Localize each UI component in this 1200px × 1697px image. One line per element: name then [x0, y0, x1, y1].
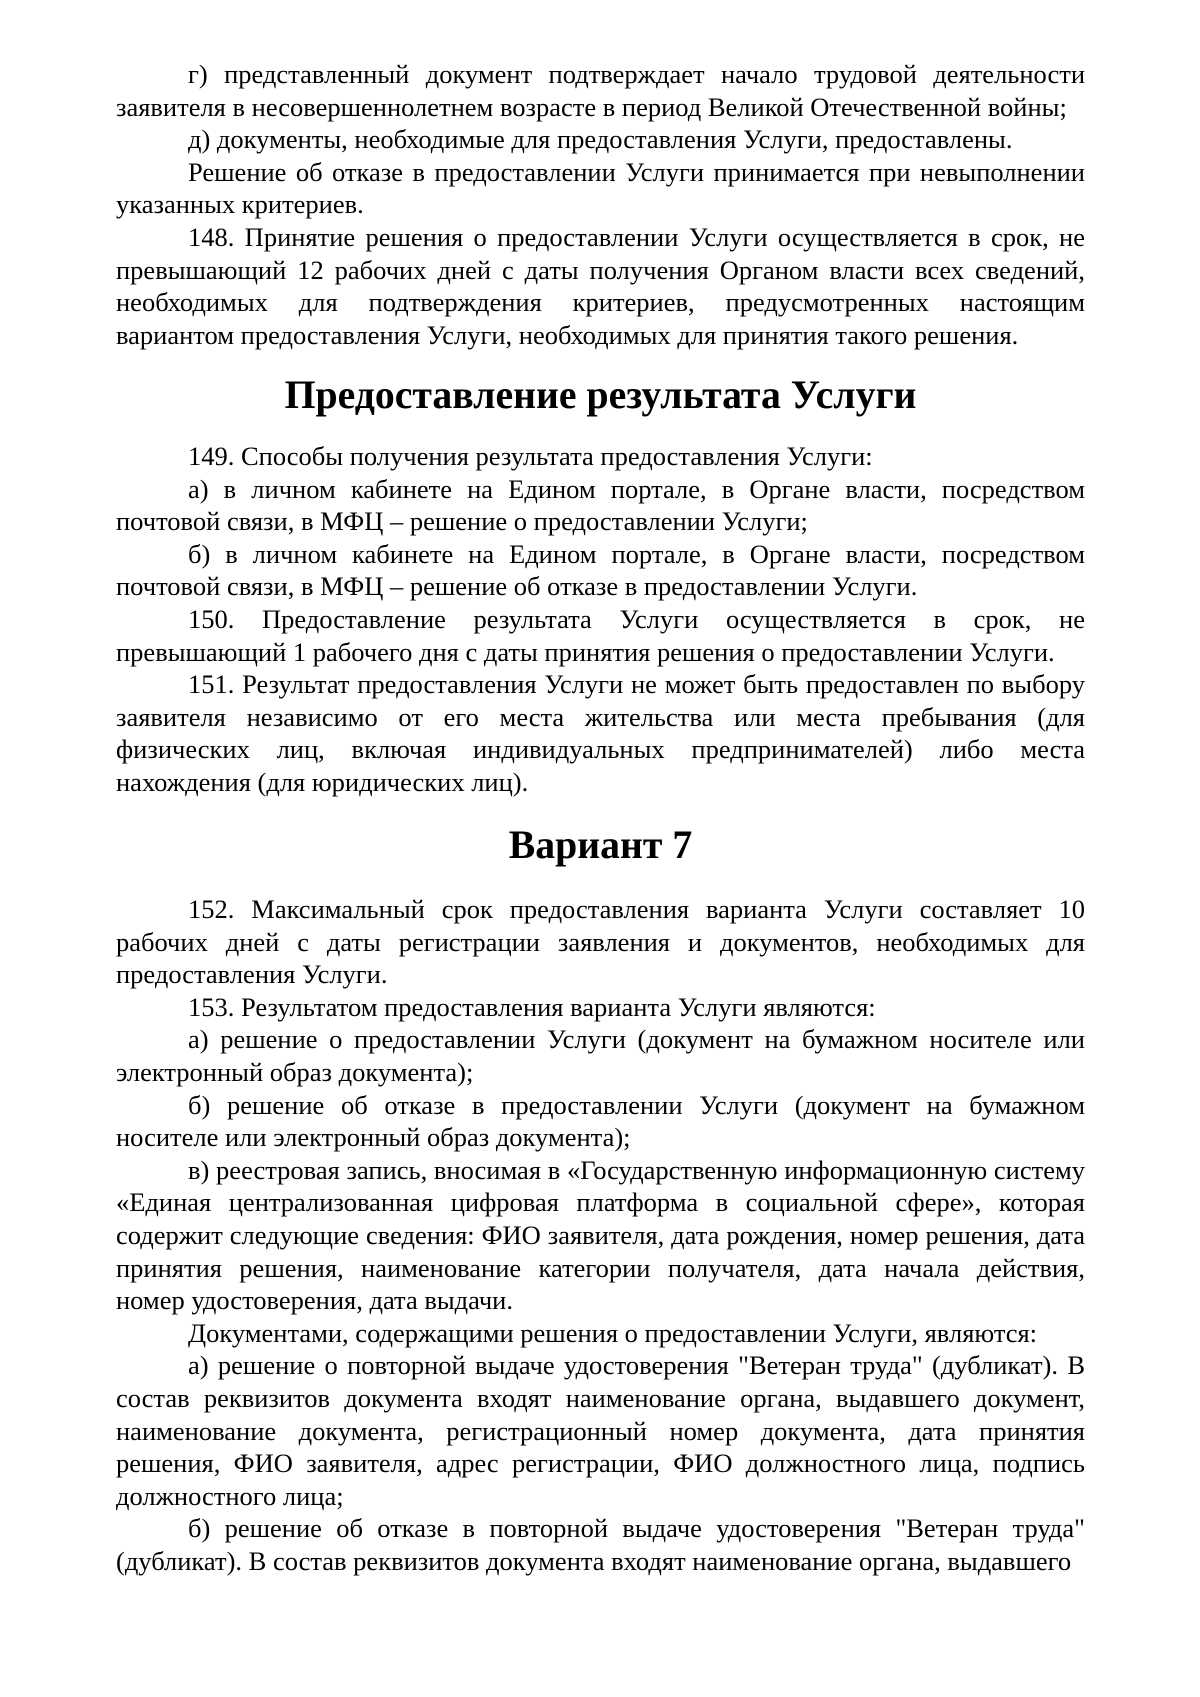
paragraph-153-b: б) решение об отказе в предоставлении Услуги (документ на бумажном носителе или электронный образ документа); — [116, 1089, 1085, 1153]
paragraph-documents-b: б) решение об отказе в повторной выдаче удостоверения "Ветеран труда" (дубликат). В состав реквизитов документа входят наименование органа, выдавшего — [116, 1513, 1085, 1576]
paragraph-150: 150. Предоставление результата Услуги осуществляется в срок, не превышающий 1 рабочего дня с даты принятия решения о предоставлении Услуги. — [116, 603, 1085, 667]
paragraph-criterion-g: г) представленный документ подтверждает начало трудовой деятельности заявителя в несовершеннолетнем возрасте в период Великой Отечественной войны; — [116, 59, 1085, 122]
section-heading-variant: Вариант 7 — [508, 823, 693, 868]
paragraph-152: 152. Максимальный срок предоставления варианта Услуги составляет 10 рабочих дней с даты регистрации заявления и документов, необходимых для предоставления Услуги. — [116, 894, 1085, 990]
paragraph-149-b: б) в личном кабинете на Едином портале, в Органе власти, посредством почтовой связи, в МФЦ – решение об отказе в предоставлении Услуги. — [116, 538, 1085, 602]
paragraph-153-v: в) реестровая запись, вносимая в «Государственную информационную систему «Единая централизованная цифровая платформа в социальной сфере», которая содержит следующие сведения: ФИО заявителя, дата рождения, номер решения, дата принятия решения, наименование категории получателя, дата начала действия, номер удостоверения, дата выдачи. — [116, 1154, 1085, 1316]
paragraph-criterion-d: д) документы, необходимые для предоставления Услуги, предоставлены. — [188, 124, 1013, 155]
paragraph-151: 151. Результат предоставления Услуги не может быть предоставлен по выбору заявителя независимо от его места жительства или места пребывания (для физических лиц, включая индивидуальных предпринимателей) либо места нахождения (для юридических лиц). — [116, 669, 1085, 797]
paragraph-153: 153. Результатом предоставления варианта Услуги являются: — [188, 991, 876, 1022]
paragraph-149-a: а) в личном кабинете на Едином портале, в Органе власти, посредством почтовой связи, в МФЦ – решение о предоставлении Услуги; — [116, 473, 1085, 537]
paragraph-148: 148. Принятие решения о предоставлении Услуги осуществляется в срок, не превышающий 12 рабочих дней с даты получения Органом власти всех сведений, необходимых для подтверждения критериев, предусмотренных настоящим вариантом предоставления Услуги, необходимых для принятия такого решения. — [116, 221, 1085, 350]
paragraph-149: 149. Способы получения результата предоставления Услуги: — [188, 440, 873, 471]
paragraph-153-a: а) решение о предоставлении Услуги (документ на бумажном носителе или электронный образ документа); — [116, 1024, 1085, 1088]
paragraph-refusal-decision: Решение об отказе в предоставлении Услуги принимается при невыполнении указанных критериев. — [116, 156, 1085, 220]
section-heading-result: Предоставление результата Услуги — [284, 373, 917, 418]
paragraph-documents-intro: Документами, содержащими решения о предоставлении Услуги, являются: — [188, 1317, 1038, 1348]
document-body — [116, 58, 1085, 1578]
paragraph-documents-a: а) решение о повторной выдаче удостоверения "Ветеран труда" (дубликат). В состав реквизитов документа входят наименование органа, выдавшего документ, наименование документа, регистрационный номер документа, дата принятия решения, ФИО заявителя, адрес регистрации, ФИО должностного лица, подпись должностного лица; — [116, 1350, 1085, 1511]
